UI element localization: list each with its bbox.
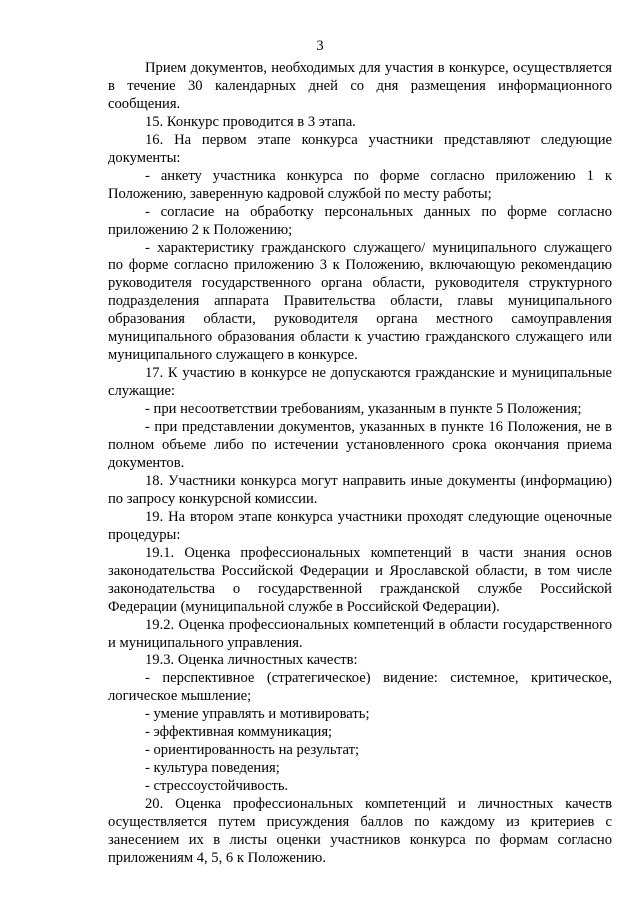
paragraph: 16. На первом этапе конкурса участники представляют следующие документы: [108,131,612,166]
paragraph: 19. На втором этапе конкурса участники проходят следующие оценочные процедуры: [108,508,612,543]
list-item: - характеристику гражданского служащего/ муниципального служащего по форме согласно приложению 3 к Положению, включающую рекомендацию руководителя государственного органа области, руководителя структурного подразделения аппарата Правительства области, главы муниципального образования области, руководителя органа местного самоуправления муниципального образования области к участию гражданского служащего или муниципального служащего в конкурсе. [108,239,612,364]
paragraph: 19.1. Оценка профессиональных компетенций в части знания основ законодательства Российской Федерации и Ярославской области, в том числе законодательства о государственной гражданской службе Российской Федерации (муниципальной службе в Российской Федерации). [108,544,612,615]
list-item: - согласие на обработку персональных данных по форме согласно приложению 2 к Положению; [108,203,612,238]
list-item: - стрессоустойчивость. [145,778,289,795]
paragraph: 19.2. Оценка профессиональных компетенций в области государственного и муниципального управления. [108,616,612,651]
paragraph: 19.3. Оценка личностных качеств: [145,652,358,669]
document-body [108,60,612,868]
paragraph: 18. Участники конкурса могут направить иные документы (информацию) по запросу конкурсной комиссии. [108,472,612,507]
page-number: 3 [316,38,324,54]
list-item: - культура поведения; [145,760,280,777]
list-item: - эффективная коммуникация; [145,724,333,741]
list-item: - при несоответствии требованиям, указанным в пункте 5 Положения; [145,401,582,418]
list-item: - анкету участника конкурса по форме согласно приложению 1 к Положению, заверенную кадровой службой по месту работы; [108,167,612,202]
list-item: - ориентированность на результат; [145,742,360,759]
list-item: - умение управлять и мотивировать; [145,706,370,723]
paragraph: 17. К участию в конкурсе не допускаются гражданские и муниципальные служащие: [108,365,612,400]
paragraph: 15. Конкурс проводится в 3 этапа. [145,113,356,130]
paragraph: 20. Оценка профессиональных компетенций и личностных качеств осуществляется путем присуждения баллов по каждому из критериев с занесением их в листы оценки участников конкурса по формам согласно приложениям 4, 5, 6 к Положению. [108,796,612,866]
list-item: - при представлении документов, указанных в пункте 16 Положения, не в полном объеме либо по истечении установленного срока окончания приема документов. [108,419,612,471]
list-item: - перспективное (стратегическое) видение: системное, критическое, логическое мышление; [108,670,612,705]
paragraph: Прием документов, необходимых для участия в конкурсе, осуществляется в течение 30 календарных дней со дня размещения информационного сообщения. [108,60,612,112]
